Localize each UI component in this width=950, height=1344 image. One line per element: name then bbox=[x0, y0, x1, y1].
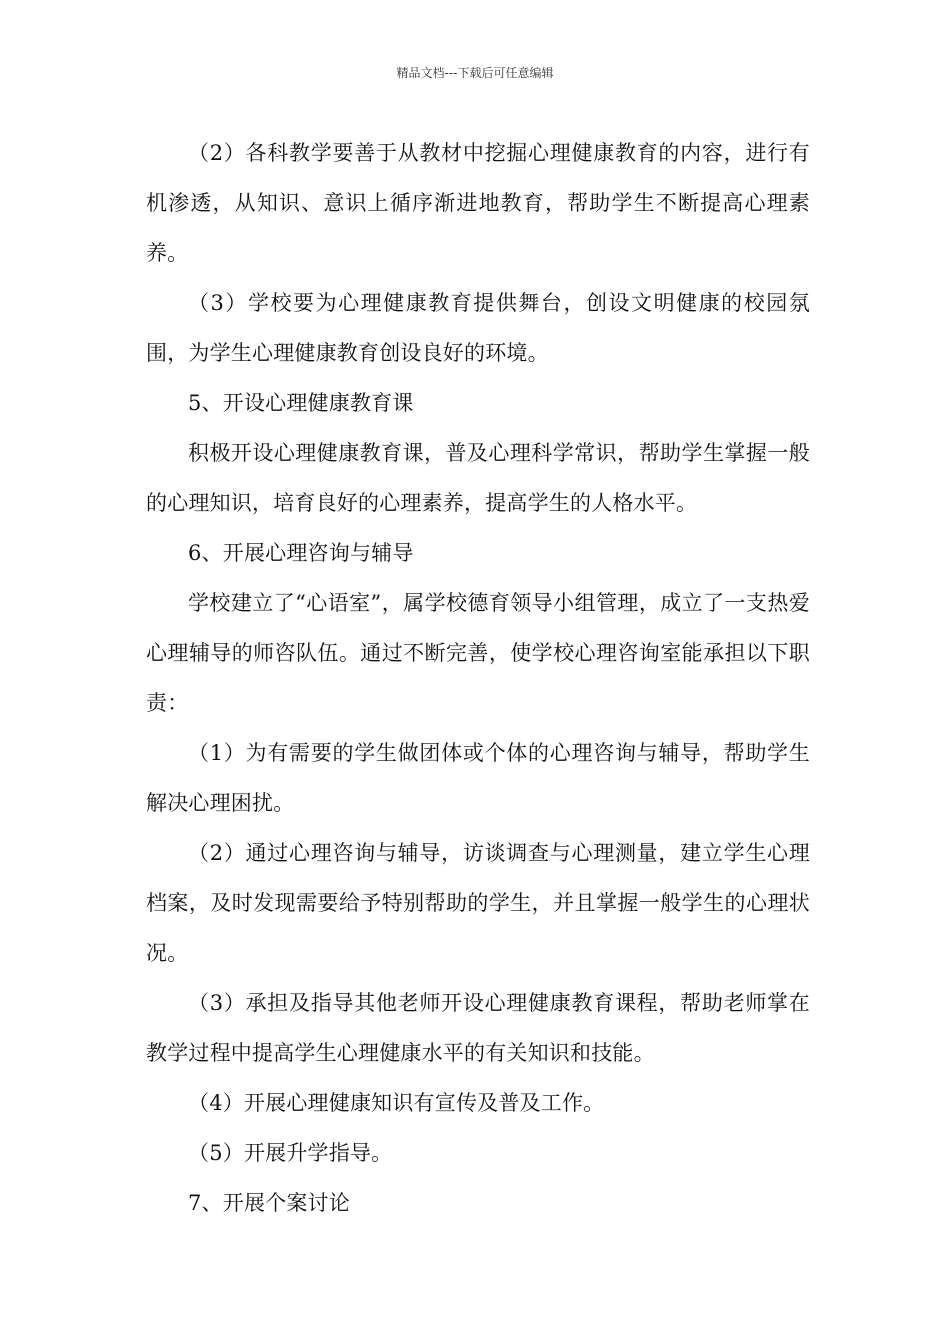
page-header: 精品文档---下载后可任意编辑 bbox=[396, 66, 554, 80]
paragraph: （2）各科教学要善于从教材中挖掘心理健康教育的内容，进行有机渗透，从知识、意识上循序渐进地教育，帮助学生不断提高心理素养。 bbox=[146, 141, 810, 265]
paragraph: （3）承担及指导其他老师开设心理健康教育课程，帮助老师掌在教学过程中提高学生心理健康水平的有关知识和技能。 bbox=[146, 991, 810, 1065]
document-body bbox=[146, 128, 810, 1228]
section-heading: 6、开展心理咨询与辅导 bbox=[188, 541, 414, 565]
paragraph: 学校建立了“心语室”，属学校德育领导小组管理，成立了一支热爱心理辅导的师咨队伍。通过不断完善，使学校心理咨询室能承担以下职责： bbox=[146, 591, 810, 715]
paragraph: （5）开展升学指导。 bbox=[188, 1141, 393, 1165]
paragraph: （3）学校要为心理健康教育提供舞台，创设文明健康的校园氛围，为学生心理健康教育创设良好的环境。 bbox=[146, 291, 810, 365]
paragraph: 积极开设心理健康教育课，普及心理科学常识，帮助学生掌握一般的心理知识，培育良好的心理素养，提高学生的人格水平。 bbox=[146, 441, 810, 515]
paragraph: （4）开展心理健康知识有宣传及普及工作。 bbox=[188, 1091, 605, 1115]
paragraph: （1）为有需要的学生做团体或个体的心理咨询与辅导，帮助学生解决心理困扰。 bbox=[146, 741, 810, 815]
section-heading: 5、开设心理健康教育课 bbox=[188, 391, 414, 415]
paragraph: （2）通过心理咨询与辅导，访谈调查与心理测量，建立学生心理档案，及时发现需要给予特别帮助的学生，并且掌握一般学生的心理状况。 bbox=[146, 841, 810, 965]
section-heading: 7、开展个案讨论 bbox=[188, 1191, 350, 1215]
